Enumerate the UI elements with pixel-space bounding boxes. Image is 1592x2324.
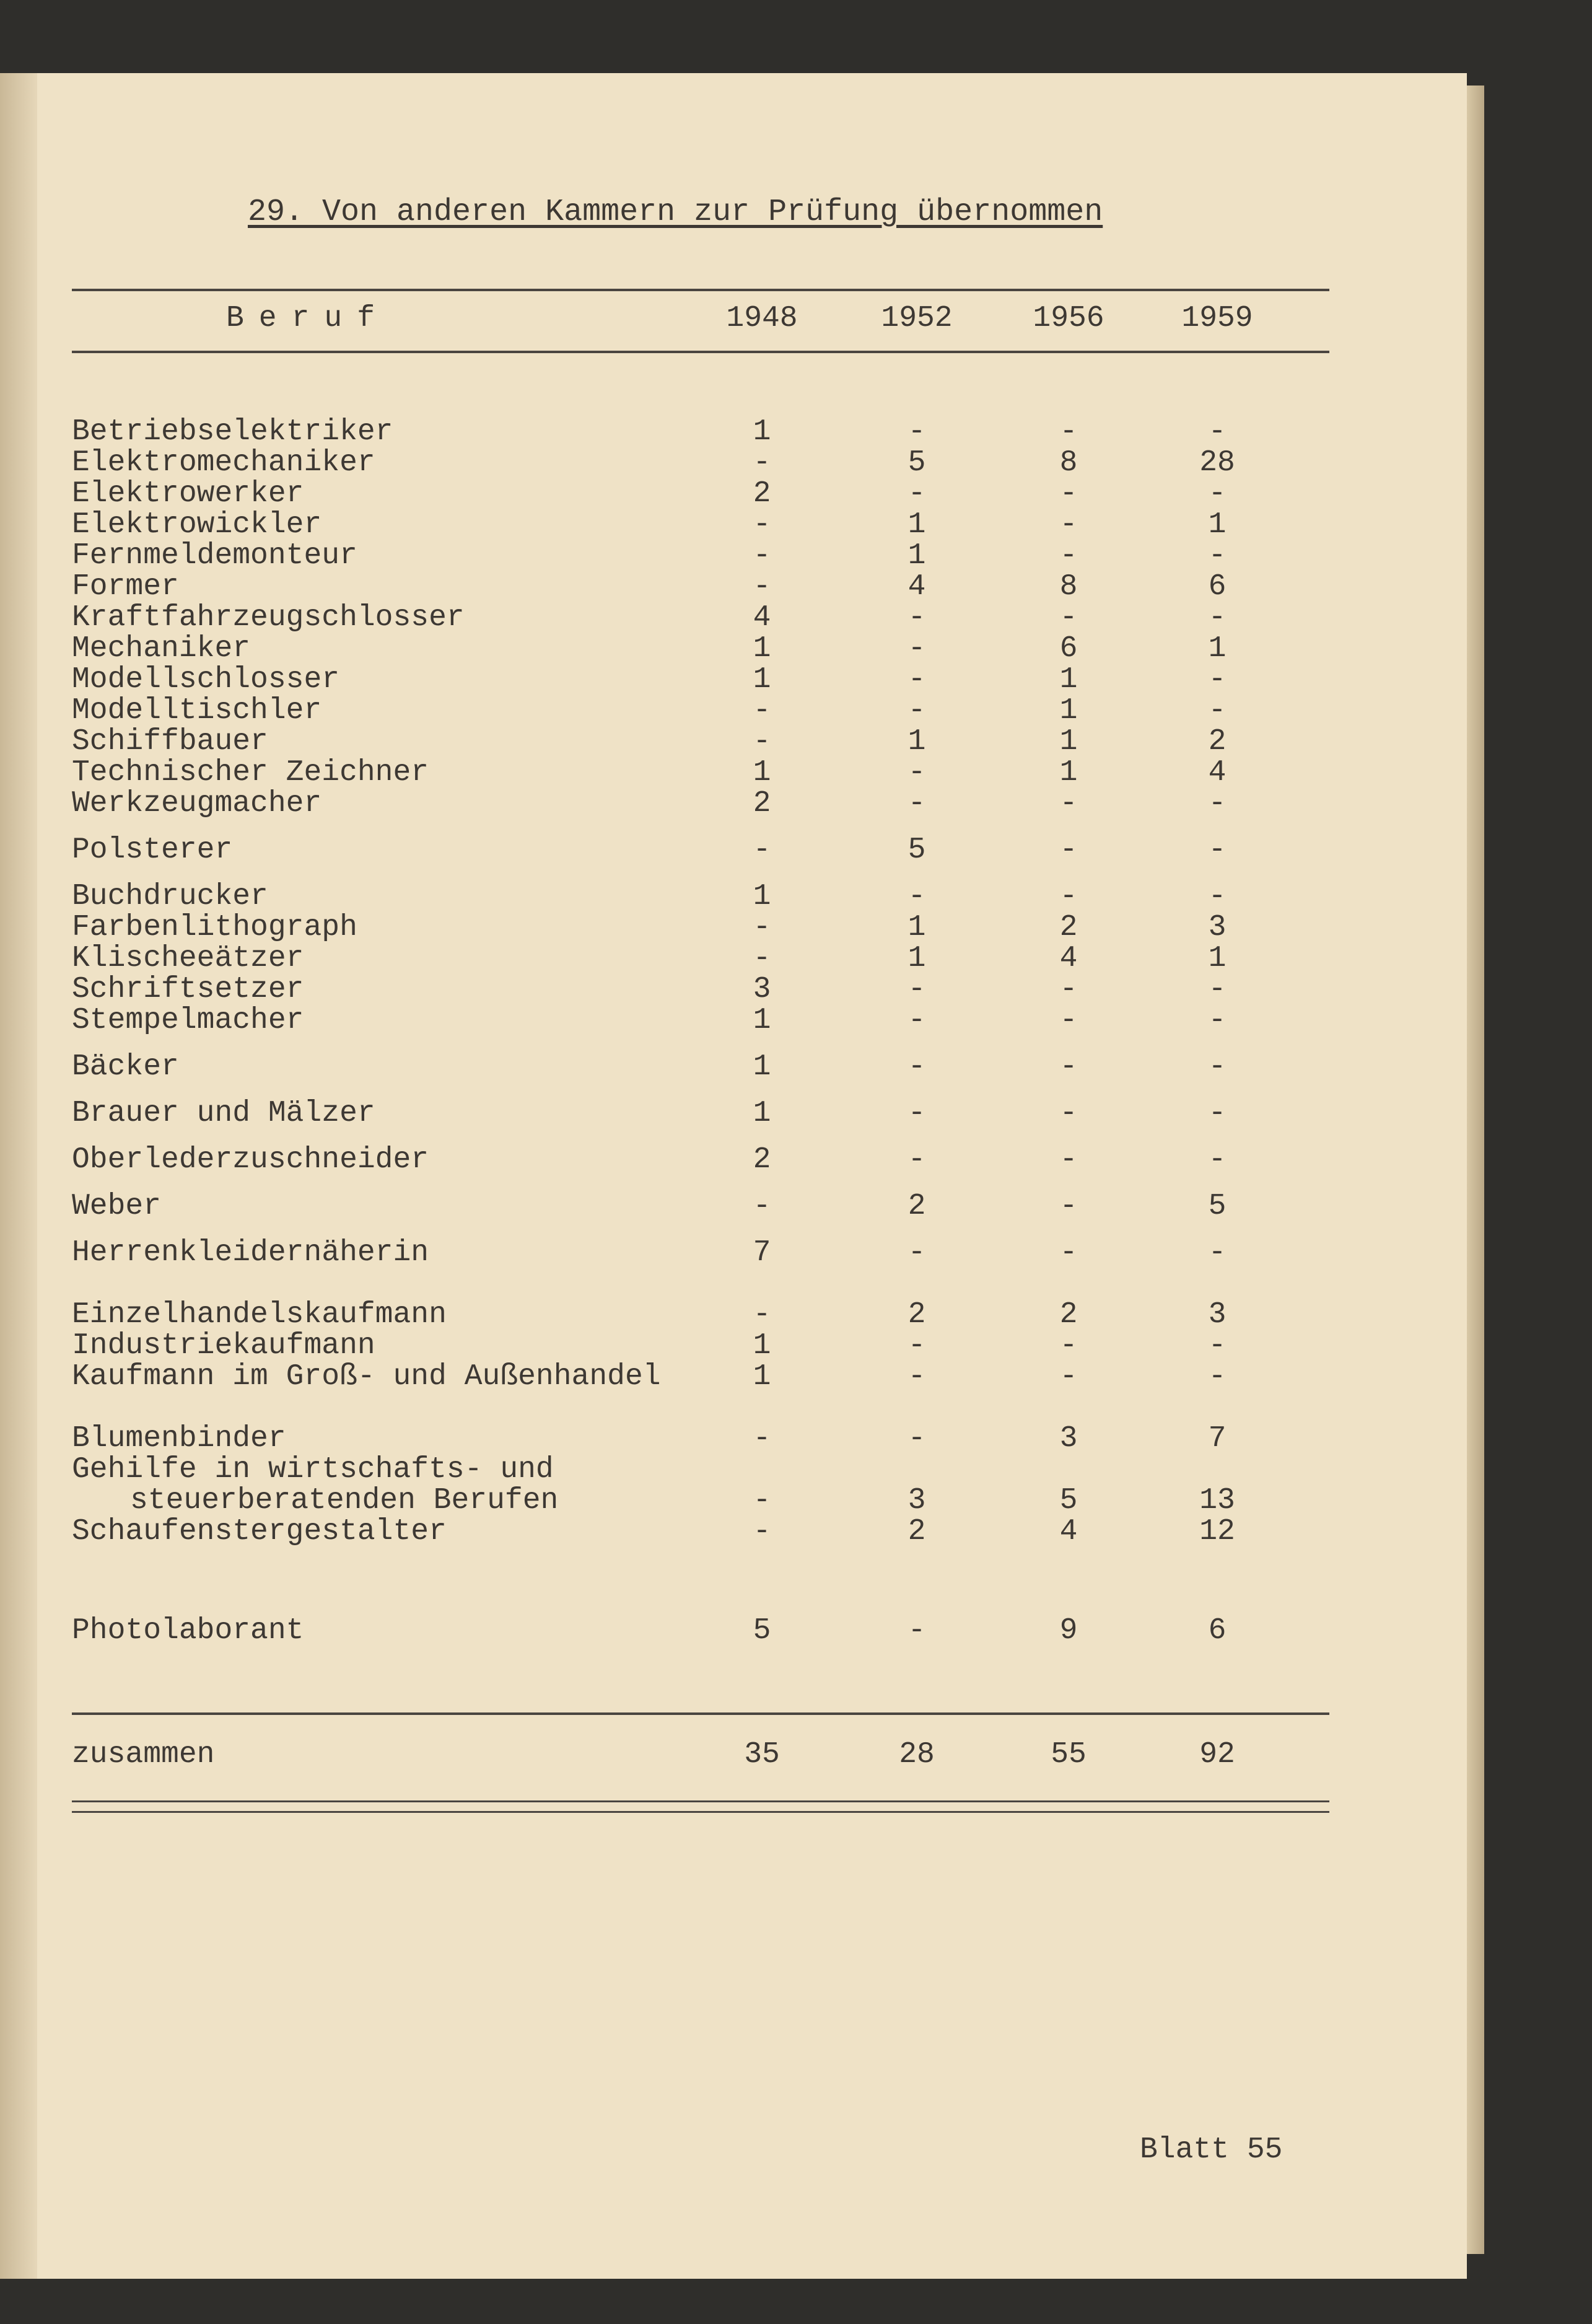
table-cell: - bbox=[1208, 477, 1227, 511]
page-edge bbox=[1467, 86, 1484, 2254]
table-cell: - bbox=[753, 1422, 771, 1455]
table-cell: 1 bbox=[753, 1097, 771, 1130]
table-cell: 6 bbox=[1208, 570, 1227, 603]
table-cell: 1 bbox=[1208, 508, 1227, 542]
table-cell: 1 bbox=[1059, 663, 1078, 696]
table-cell: - bbox=[908, 973, 926, 1006]
table-cell: - bbox=[908, 756, 926, 789]
table-cell: - bbox=[1059, 415, 1078, 449]
header-bottom-rule bbox=[72, 351, 1329, 353]
table-cell: 5 bbox=[1059, 1484, 1078, 1517]
table-cell: 4 bbox=[1059, 942, 1078, 975]
table-cell: - bbox=[1208, 973, 1227, 1006]
table-cell: - bbox=[1208, 539, 1227, 572]
table-cell: - bbox=[908, 663, 926, 696]
row-label: Elektromechaniker bbox=[72, 446, 375, 480]
total-top-rule bbox=[72, 1712, 1329, 1715]
table-cell: - bbox=[753, 694, 771, 727]
table-title: 29. Von anderen Kammern zur Prüfung übernommen bbox=[248, 195, 1103, 230]
row-label: Modelltischler bbox=[72, 694, 322, 727]
table-cell: - bbox=[753, 570, 771, 603]
row-label: Schaufenstergestalter bbox=[72, 1515, 447, 1548]
table-cell: 3 bbox=[1208, 1298, 1227, 1331]
table-cell: 5 bbox=[908, 833, 926, 867]
table-cell: - bbox=[908, 477, 926, 511]
table-cell: - bbox=[1208, 880, 1227, 913]
table-cell: 28 bbox=[1199, 446, 1235, 480]
total-cell: 35 bbox=[744, 1738, 780, 1771]
row-label: Former bbox=[72, 570, 179, 603]
row-label: Farbenlithograph bbox=[72, 911, 357, 944]
row-label-continuation: steuerberatenden Berufen bbox=[130, 1484, 559, 1517]
row-label: Photolaborant bbox=[72, 1614, 304, 1647]
column-header-year: 1956 bbox=[1033, 302, 1104, 335]
table-cell: - bbox=[753, 1484, 771, 1517]
row-label: Mechaniker bbox=[72, 632, 251, 665]
table-cell: 4 bbox=[1208, 756, 1227, 789]
table-cell: - bbox=[1059, 973, 1078, 1006]
table-cell: 1 bbox=[753, 1050, 771, 1084]
table-cell: - bbox=[753, 508, 771, 542]
row-label: Werkzeugmacher bbox=[72, 787, 322, 820]
table-cell: 1 bbox=[753, 1329, 771, 1362]
table-cell: - bbox=[753, 942, 771, 975]
table-cell: 1 bbox=[1208, 632, 1227, 665]
row-label: Kraftfahrzeugschlosser bbox=[72, 601, 465, 634]
table-cell: 3 bbox=[1208, 911, 1227, 944]
table-cell: - bbox=[908, 1236, 926, 1269]
table-cell: 3 bbox=[908, 1484, 926, 1517]
table-cell: - bbox=[753, 911, 771, 944]
table-cell: 2 bbox=[908, 1298, 926, 1331]
table-cell: - bbox=[1208, 415, 1227, 449]
table-cell: - bbox=[1059, 477, 1078, 511]
table-cell: - bbox=[1208, 1004, 1227, 1037]
table-cell: 1 bbox=[753, 1360, 771, 1393]
table-cell: - bbox=[753, 725, 771, 758]
table-cell: - bbox=[1059, 1360, 1078, 1393]
row-label: Bäcker bbox=[72, 1050, 179, 1084]
row-label: Elektrowerker bbox=[72, 477, 304, 511]
column-header-year: 1959 bbox=[1181, 302, 1253, 335]
table-cell: 7 bbox=[753, 1236, 771, 1269]
table-cell: - bbox=[1059, 1050, 1078, 1084]
table-cell: 2 bbox=[908, 1190, 926, 1223]
row-label: Einzelhandelskaufmann bbox=[72, 1298, 447, 1331]
row-label: Stempelmacher bbox=[72, 1004, 304, 1037]
table-cell: - bbox=[908, 1097, 926, 1130]
table-cell: - bbox=[1208, 1236, 1227, 1269]
table-cell: - bbox=[1208, 1143, 1227, 1177]
column-header-beruf: Beruf bbox=[226, 302, 390, 335]
table-cell: 1 bbox=[1059, 756, 1078, 789]
table-cell: - bbox=[1208, 833, 1227, 867]
row-label: Gehilfe in wirtschafts- und bbox=[72, 1453, 554, 1486]
table-cell: 1 bbox=[753, 1004, 771, 1037]
table-cell: - bbox=[908, 1360, 926, 1393]
total-label: zusammen bbox=[72, 1738, 215, 1771]
table-cell: - bbox=[1059, 1143, 1078, 1177]
table-cell: 1 bbox=[908, 508, 926, 542]
table-cell: 4 bbox=[1059, 1515, 1078, 1548]
total-cell: 55 bbox=[1051, 1738, 1087, 1771]
table-cell: 1 bbox=[1059, 694, 1078, 727]
table-cell: - bbox=[1208, 663, 1227, 696]
table-cell: 2 bbox=[1059, 1298, 1078, 1331]
table-cell: 2 bbox=[1059, 911, 1078, 944]
table-cell: - bbox=[1059, 539, 1078, 572]
table-cell: - bbox=[908, 1422, 926, 1455]
total-double-rule bbox=[72, 1800, 1329, 1813]
table-cell: 4 bbox=[908, 570, 926, 603]
row-label: Blumenbinder bbox=[72, 1422, 286, 1455]
row-label: Elektrowickler bbox=[72, 508, 322, 542]
row-label: Schiffbauer bbox=[72, 725, 268, 758]
table-cell: 5 bbox=[1208, 1190, 1227, 1223]
row-label: Buchdrucker bbox=[72, 880, 268, 913]
column-header-year: 1948 bbox=[726, 302, 798, 335]
table-cell: 6 bbox=[1208, 1614, 1227, 1647]
table-cell: 12 bbox=[1199, 1515, 1235, 1548]
table-cell: - bbox=[1059, 880, 1078, 913]
table-cell: - bbox=[908, 787, 926, 820]
total-cell: 92 bbox=[1199, 1738, 1235, 1771]
table-cell: 1 bbox=[1059, 725, 1078, 758]
table-cell: 1 bbox=[908, 539, 926, 572]
table-cell: - bbox=[753, 1515, 771, 1548]
table-cell: - bbox=[1208, 694, 1227, 727]
table-cell: - bbox=[1208, 787, 1227, 820]
table-cell: 2 bbox=[753, 1143, 771, 1177]
table-cell: 2 bbox=[753, 787, 771, 820]
table-cell: - bbox=[908, 601, 926, 634]
table-cell: - bbox=[1059, 833, 1078, 867]
table-cell: 8 bbox=[1059, 446, 1078, 480]
table-cell: 6 bbox=[1059, 632, 1078, 665]
table-cell: 1 bbox=[908, 942, 926, 975]
row-label: Technischer Zeichner bbox=[72, 756, 429, 789]
table-cell: - bbox=[1208, 1050, 1227, 1084]
row-label: Betriebselektriker bbox=[72, 415, 393, 449]
row-label: Herrenkleidernäherin bbox=[72, 1236, 429, 1269]
table-cell: - bbox=[1059, 1097, 1078, 1130]
table-cell: - bbox=[1059, 1004, 1078, 1037]
table-cell: - bbox=[908, 694, 926, 727]
row-label: Weber bbox=[72, 1190, 162, 1223]
table-cell: - bbox=[1208, 601, 1227, 634]
table-cell: - bbox=[1059, 1236, 1078, 1269]
column-header-year: 1952 bbox=[881, 302, 953, 335]
document-page bbox=[0, 73, 1467, 2279]
table-cell: - bbox=[1208, 1360, 1227, 1393]
table-cell: 1 bbox=[753, 880, 771, 913]
row-label: Brauer und Mälzer bbox=[72, 1097, 375, 1130]
table-cell: 4 bbox=[753, 601, 771, 634]
table-cell: 1 bbox=[753, 415, 771, 449]
table-cell: 2 bbox=[753, 477, 771, 511]
table-cell: 5 bbox=[753, 1614, 771, 1647]
row-label: Fernmeldemonteur bbox=[72, 539, 357, 572]
table-cell: 1 bbox=[908, 725, 926, 758]
table-cell: - bbox=[908, 1329, 926, 1362]
row-label: Polsterer bbox=[72, 833, 233, 867]
table-cell: 1 bbox=[753, 756, 771, 789]
table-cell: 8 bbox=[1059, 570, 1078, 603]
table-cell: 5 bbox=[908, 446, 926, 480]
row-label: Kaufmann im Groß- und Außenhandel bbox=[72, 1360, 661, 1393]
table-cell: - bbox=[1059, 601, 1078, 634]
table-cell: 3 bbox=[753, 973, 771, 1006]
table-cell: - bbox=[908, 1050, 926, 1084]
table-cell: - bbox=[1059, 1190, 1078, 1223]
table-cell: 2 bbox=[1208, 725, 1227, 758]
row-label: Klischeeätzer bbox=[72, 942, 304, 975]
row-label: Schriftsetzer bbox=[72, 973, 304, 1006]
page-fold-shadow bbox=[0, 73, 37, 2279]
table-cell: - bbox=[1059, 1329, 1078, 1362]
table-cell: - bbox=[908, 1614, 926, 1647]
table-cell: 13 bbox=[1199, 1484, 1235, 1517]
table-cell: - bbox=[908, 415, 926, 449]
table-cell: - bbox=[908, 1004, 926, 1037]
total-cell: 28 bbox=[899, 1738, 935, 1771]
table-cell: - bbox=[908, 1143, 926, 1177]
header-top-rule bbox=[72, 289, 1329, 291]
table-cell: 2 bbox=[908, 1515, 926, 1548]
table-cell: - bbox=[753, 1190, 771, 1223]
table-cell: - bbox=[753, 539, 771, 572]
page-number: Blatt 55 bbox=[1140, 2133, 1283, 2167]
table-cell: 1 bbox=[753, 663, 771, 696]
table-cell: - bbox=[1059, 787, 1078, 820]
row-label: Oberlederzuschneider bbox=[72, 1143, 429, 1177]
table-cell: - bbox=[753, 446, 771, 480]
row-label: Modellschlosser bbox=[72, 663, 340, 696]
table-cell: - bbox=[753, 1298, 771, 1331]
table-cell: - bbox=[908, 632, 926, 665]
table-cell: 1 bbox=[1208, 942, 1227, 975]
table-cell: 9 bbox=[1059, 1614, 1078, 1647]
table-cell: 3 bbox=[1059, 1422, 1078, 1455]
table-cell: 7 bbox=[1208, 1422, 1227, 1455]
table-cell: - bbox=[1208, 1329, 1227, 1362]
row-label: Industriekaufmann bbox=[72, 1329, 375, 1362]
table-cell: - bbox=[753, 833, 771, 867]
table-cell: - bbox=[1059, 508, 1078, 542]
table-cell: - bbox=[908, 880, 926, 913]
table-cell: 1 bbox=[908, 911, 926, 944]
table-cell: - bbox=[1208, 1097, 1227, 1130]
table-cell: 1 bbox=[753, 632, 771, 665]
